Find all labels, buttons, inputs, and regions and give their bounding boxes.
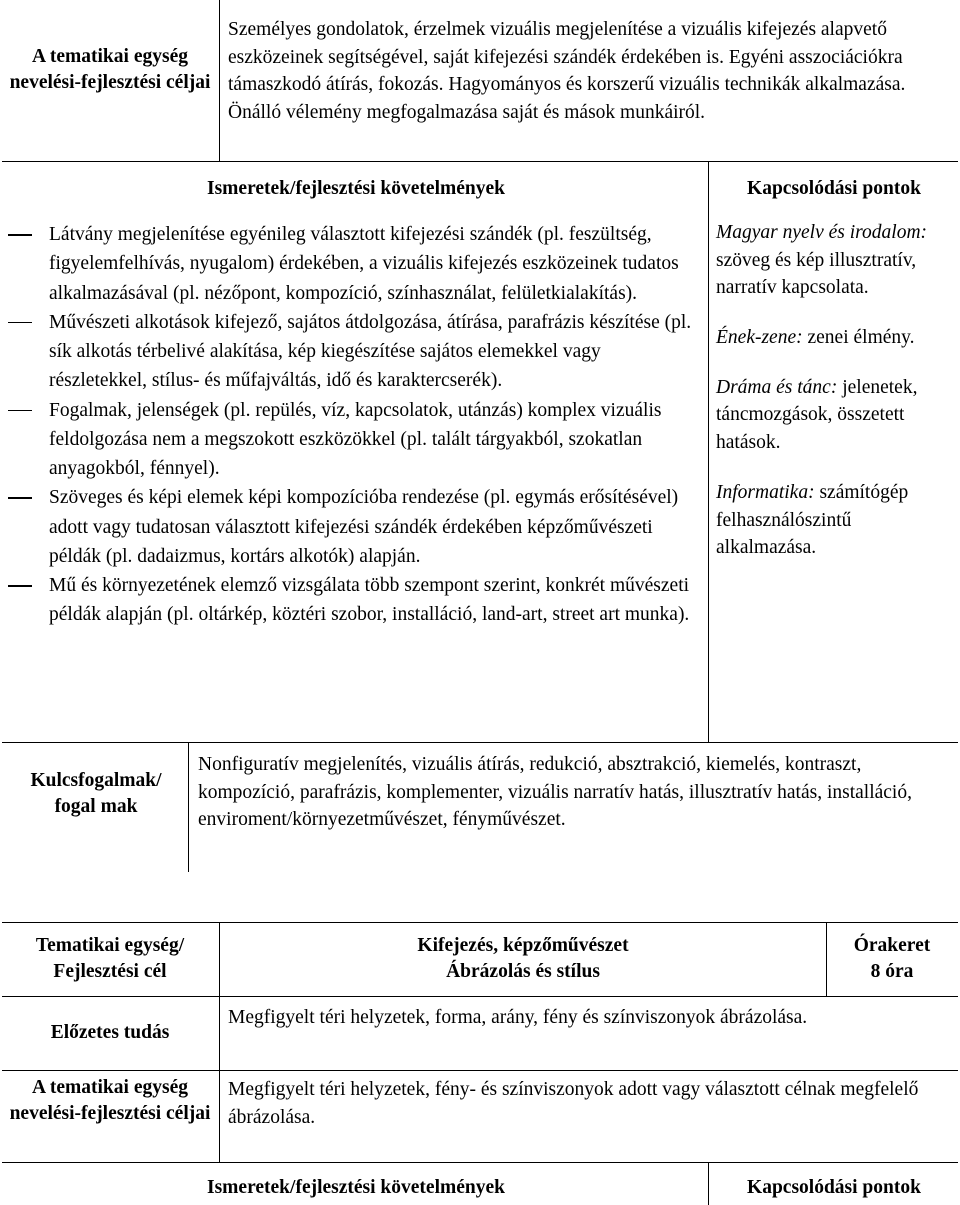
connections-list xyxy=(716,219,954,584)
column-divider xyxy=(188,742,189,872)
connections-header: Kapcsolódási pontok xyxy=(747,178,921,199)
unit-label: Tematikai egység/ Fejlesztési cél xyxy=(35,935,185,983)
goals-label: A tematikai egység nevelési-fejlesztési céljai xyxy=(9,1077,211,1125)
list-item: Fogalmak, jelenségek (pl. repülés, víz, kapcsolatok, utánzás) komplex vizuális feldolgozása nem a megszokott eszközökkel (pl. talált tárgyakból, szokatlan anyagokból, fénnyel). xyxy=(49,399,662,479)
column-divider xyxy=(219,922,220,1162)
keywords-label: Kulcsfogalmak/ fogal mak xyxy=(30,770,162,818)
goals-text: Személyes gondolatok, érzelmek vizuális megjelenítése a vizuális kifejezés alapvető eszközeinek segítségével, saját kifejezési szándék érdekében is. Egyéni asszociációkra támaszkodó átírás, fokozás. Hagyományos és korszerű vizuális technikák alkalmazása. Önálló vélemény megfogalmazása saját és mások munkáiról. xyxy=(228,19,906,124)
row-divider xyxy=(2,1162,958,1163)
column-divider xyxy=(219,0,220,162)
column-divider xyxy=(826,922,827,996)
goals-text: Megfigyelt téri helyzetek, fény- és színviszonyok adott vagy választott célnak megfelelő ábrázolása. xyxy=(228,1079,919,1128)
column-divider xyxy=(708,162,709,743)
list-item: Művészeti alkotások kifejező, sajátos átdolgozása, átírása, parafrázis készítése (pl. sík alkotás térbelivé alakítása, kép kiegészítése sajátos elemekkel vagy részletekkel, stílus- és műfajváltás, idő és karaktercserék). xyxy=(49,311,692,392)
hours-value: 8 óra xyxy=(870,961,914,983)
goals-label: A tematikai egység nevelési-fejlesztési céljai xyxy=(9,46,211,94)
connection-item: Ének-zene: zenei élmény. xyxy=(716,327,915,349)
row-divider xyxy=(2,1070,958,1071)
hours-cell xyxy=(828,933,956,986)
hours-label: Órakeret xyxy=(853,935,931,956)
connection-item: Informatika: számítógép felhasználószintű alkalmazása. xyxy=(716,481,909,559)
connection-item: Magyar nyelv és irodalom: szöveg és kép illusztratív, narratív kapcsolata. xyxy=(716,222,928,299)
prior-knowledge-text: Megfigyelt téri helyzetek, forma, arány, fény és színviszonyok ábrázolása. xyxy=(228,1007,808,1028)
row-divider xyxy=(2,742,958,743)
keywords-text: Nonfiguratív megjelenítés, vizuális átírás, redukció, absztrakció, kiemelés, kontraszt, kompozíció, parafrázis, komplementer, vizuális narratív hatás, illusztratív hatás, installáció, enviroment/környezetművészet, fényművészet. xyxy=(198,754,912,831)
prior-knowledge-label: Előzetes tudás xyxy=(50,1022,170,1043)
requirements-list xyxy=(2,220,702,630)
connection-item: Dráma és tánc: jelenetek, táncmozgások, összetett hatások. xyxy=(716,376,918,454)
table-border-top xyxy=(2,922,958,923)
row-divider xyxy=(2,161,958,162)
requirements-header: Ismeretek/fejlesztési követelmények xyxy=(207,1177,505,1198)
list-item: Látvány megjelenítése egyénileg választott kifejezési szándék (pl. feszültség, figyelemfelhívás, nyugalom) érdekében, a vizuális kifejezés eszközeinek tudatos alkalmazásával (pl. nézőpont, kompozíció, színhasználat, felületkialakítás). xyxy=(49,224,679,304)
list-item: Szöveges és képi elemek képi kompozícióba rendezése (pl. egymás erősítésével) adott vagy tudatosan választott kifejezési szándék érdekében képzőművészeti példák (pl. dadaizmus, kortárs alkotók) alapján. xyxy=(49,487,679,567)
row-divider xyxy=(2,996,958,997)
requirements-header: Ismeretek/fejlesztési követelmények xyxy=(207,178,505,199)
connections-header: Kapcsolódási pontok xyxy=(747,1177,921,1198)
unit-title: Kifejezés, képzőművészet Ábrázolás és stílus xyxy=(417,935,629,983)
list-item: Mű és környezetének elemző vizsgálata több szempont szerint, konkrét művészeti példák alapján (pl. oltárkép, köztéri szobor, installáció, land-art, street art munka). xyxy=(49,575,690,626)
column-divider xyxy=(708,1162,709,1205)
